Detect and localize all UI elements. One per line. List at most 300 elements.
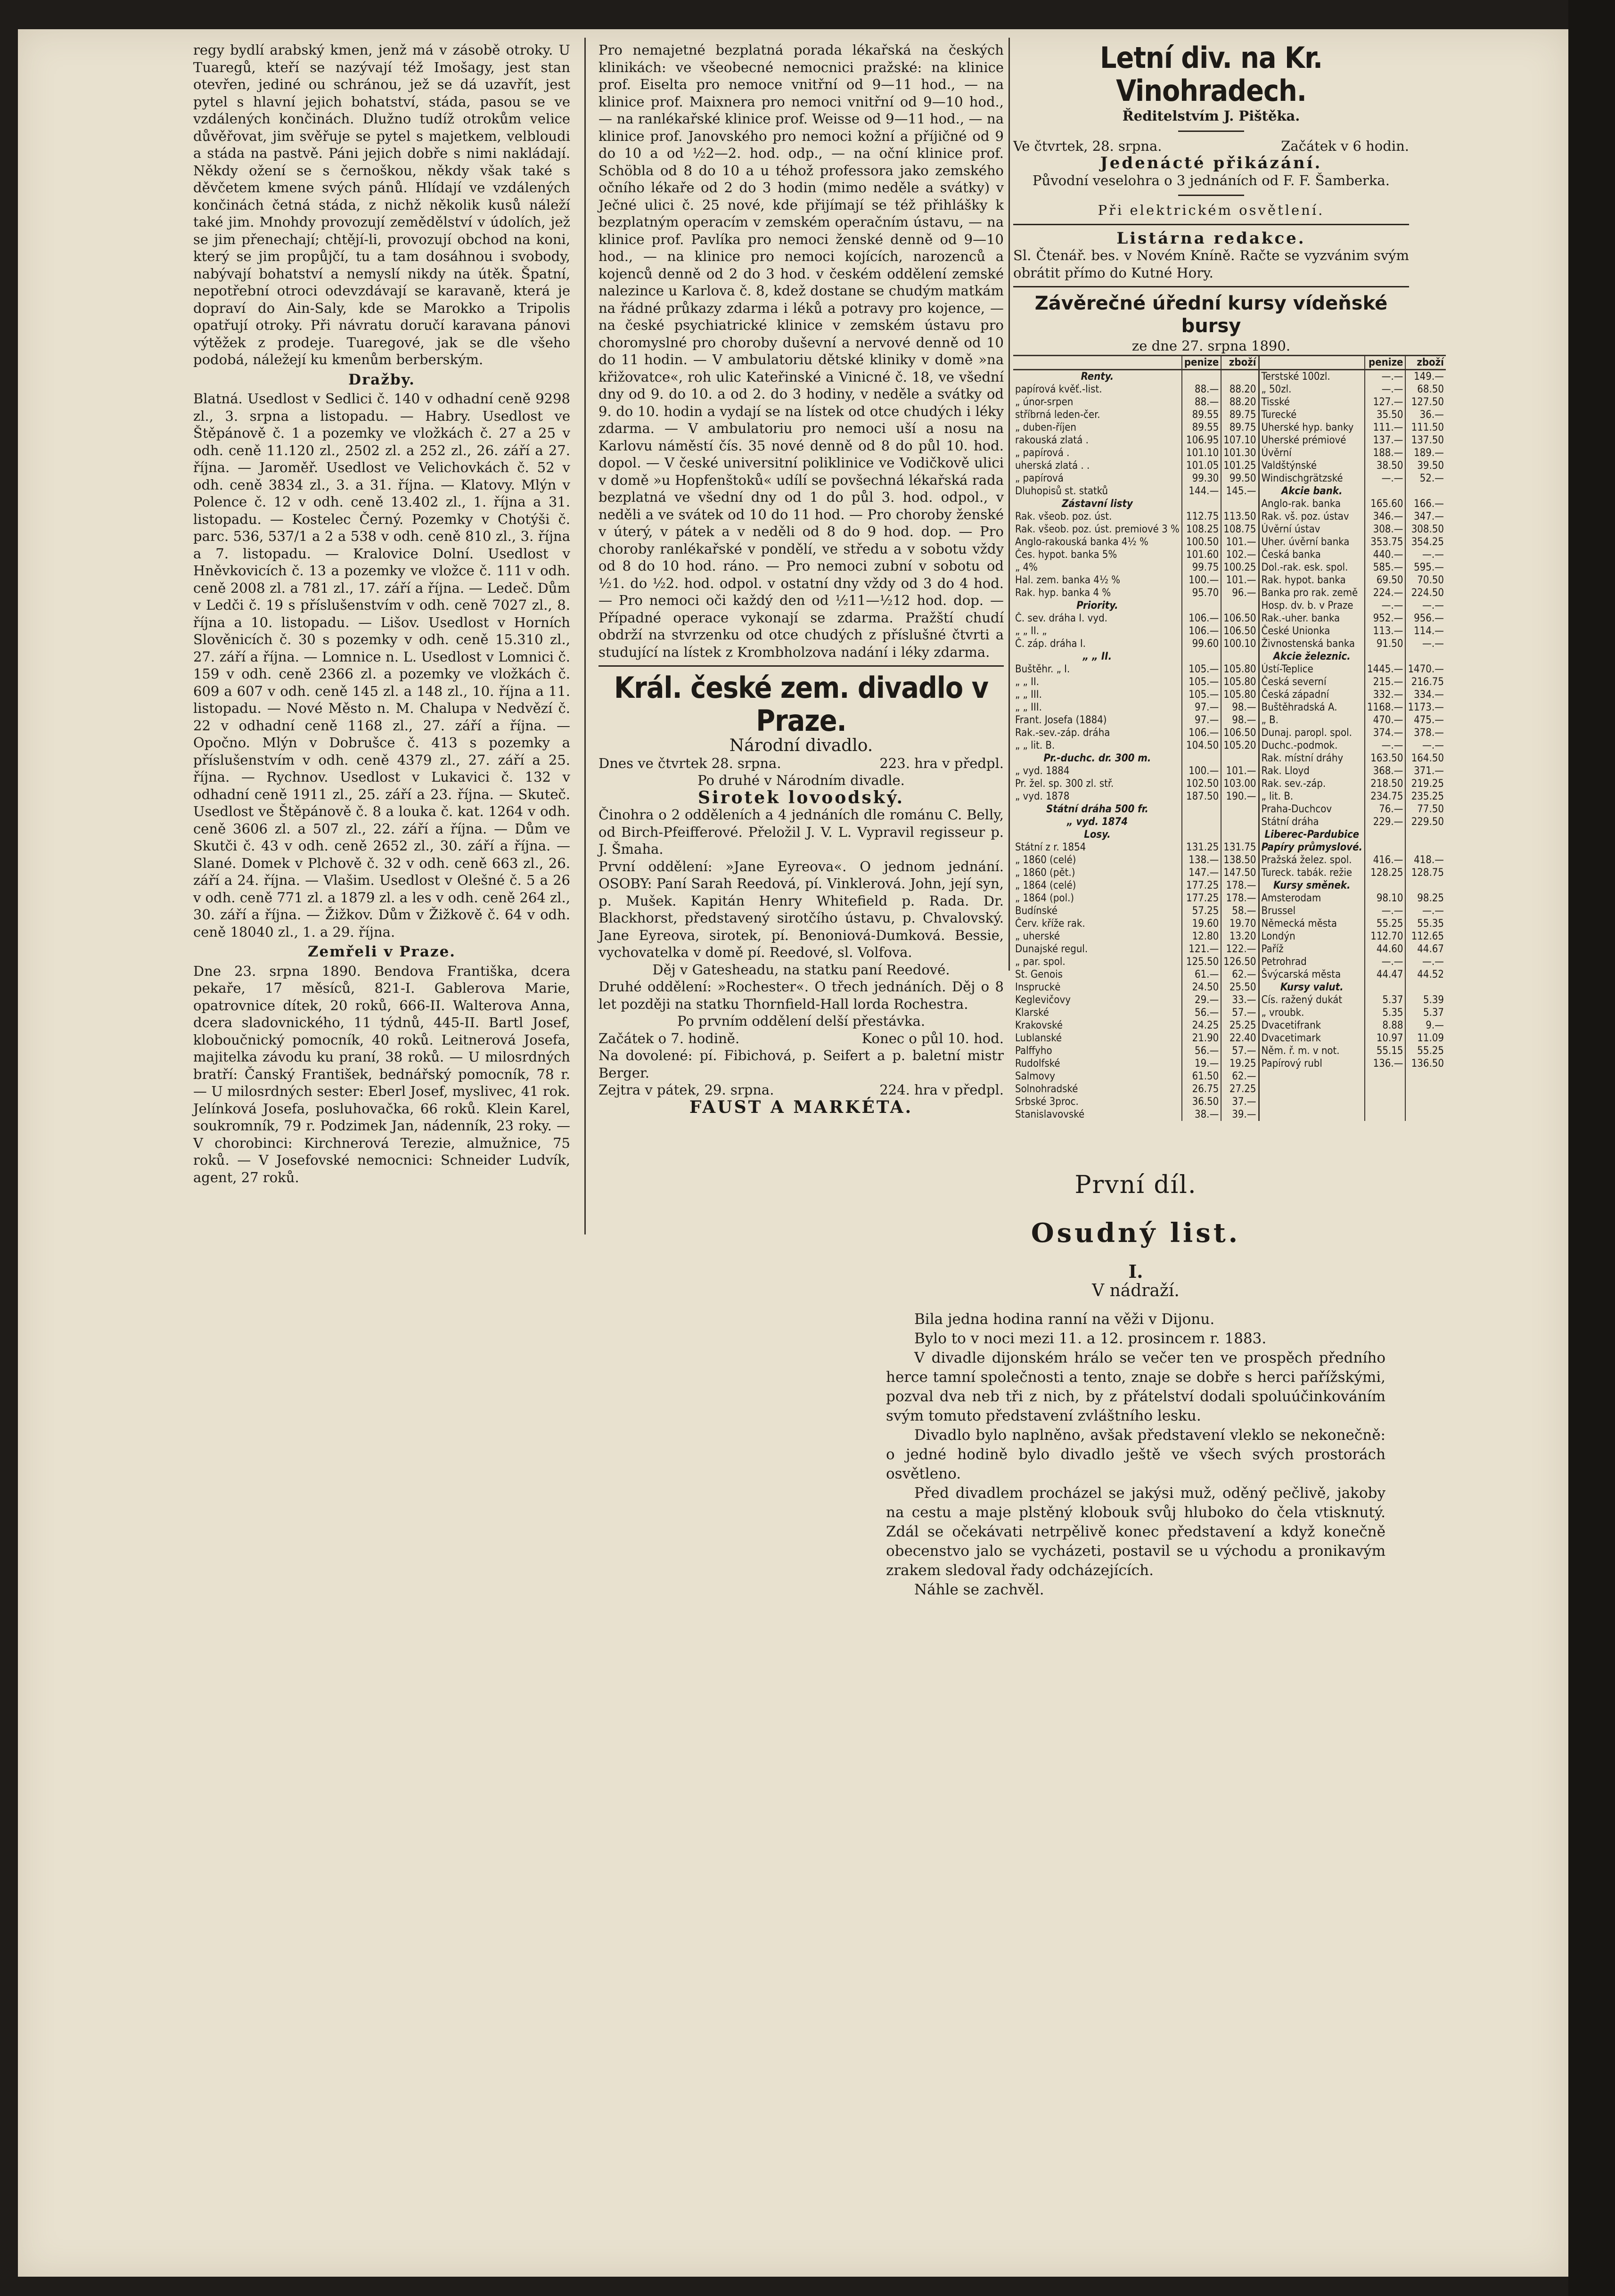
price-penize: 144.— — [1182, 485, 1221, 498]
price-penize — [1365, 1095, 1405, 1108]
security-name: Buštěhradská A. — [1259, 701, 1365, 714]
table-row — [1013, 727, 1446, 739]
security-name: uherská zlatá . . — [1015, 459, 1090, 472]
price-penize — [1365, 879, 1405, 892]
listarna-heading: Listárna redakce. — [1116, 229, 1306, 248]
security-name: Frant. Josefa (1884) — [1015, 714, 1107, 726]
price-zbozi: 347.— — [1405, 510, 1445, 523]
prestavka: Po prvním oddělení delší přestávka. — [677, 1013, 926, 1029]
price-zbozi: 98.25 — [1405, 892, 1445, 905]
security-name: Tureck. tabák. režie — [1259, 866, 1365, 879]
security-name: Úvěrní — [1259, 447, 1365, 459]
security-name: „ vyd. 1878 — [1015, 790, 1070, 802]
price-penize: 38.50 — [1365, 459, 1405, 472]
price-penize — [1365, 1108, 1405, 1121]
table-row — [1013, 1057, 1446, 1070]
price-zbozi: 354.25 — [1405, 536, 1445, 548]
table-row — [1013, 854, 1446, 866]
zacatek-line — [598, 1030, 1004, 1047]
dej-1: Děj v Gatesheadu, na statku paní Reedové. — [652, 961, 950, 978]
price-zbozi: 106.50 — [1221, 612, 1259, 625]
price-penize: —.— — [1365, 472, 1405, 485]
zacatek-6: Začátek v 6 hodin. — [1281, 138, 1409, 154]
price-zbozi: 62.— — [1221, 1070, 1259, 1083]
faust-title: FAUST A MARKÉTA. — [689, 1097, 913, 1117]
price-zbozi: 114.— — [1405, 625, 1445, 637]
dnes-date: Dnes ve čtvrtek 28. srpna. — [598, 755, 781, 771]
elektricke-osvetleni: Při elektrickém osvětlení. — [1098, 202, 1325, 218]
table-row — [1013, 625, 1446, 637]
security-name: Liberec-Pardubice — [1259, 828, 1365, 841]
security-name: Lublanské — [1015, 1032, 1062, 1044]
price-penize: 332.— — [1365, 688, 1405, 701]
security-name: Červ. kříže rak. — [1015, 917, 1085, 930]
table-row — [1013, 905, 1446, 917]
price-penize: —.— — [1365, 739, 1405, 752]
price-penize: 106.— — [1182, 727, 1221, 739]
security-name: Terstské 100zl. — [1259, 369, 1365, 383]
price-zbozi: 229.50 — [1405, 816, 1445, 828]
table-row — [1013, 765, 1446, 777]
price-zbozi: —.— — [1405, 739, 1445, 752]
price-penize: 177.25 — [1182, 892, 1221, 905]
price-penize: 177.25 — [1182, 879, 1221, 892]
price-zbozi: 113.50 — [1221, 510, 1259, 523]
price-penize — [1182, 599, 1221, 612]
security-name: Rak. Lloyd — [1259, 765, 1365, 777]
security-name: Česká severní — [1259, 676, 1365, 688]
price-penize: 165.60 — [1365, 498, 1405, 510]
dnes-line — [598, 755, 1004, 772]
security-name: Solnohradské — [1015, 1083, 1078, 1095]
price-zbozi — [1221, 752, 1259, 765]
table-row — [1013, 943, 1446, 956]
price-penize: 368.— — [1365, 765, 1405, 777]
table-row — [1013, 803, 1446, 816]
puvodni-veselohra: Původní veselohra o 3 jednáních od F. F. Šamberka. — [1033, 172, 1390, 188]
zemreli-heading: Zemřeli v Praze. — [307, 943, 456, 960]
price-zbozi: 101.— — [1221, 574, 1259, 587]
price-zbozi: 19.70 — [1221, 917, 1259, 930]
column-3 — [1013, 41, 1444, 1120]
drazby-text: Blatná. Usedlost v Sedlici č. 140 v odhadní ceně 9298 zl., 3. srpna a listopadu. — Habry. Usedlost ve Štěpánově č. 1 a pozemky ve vložkách č. 27 a 25 v odh. ceně 11.120 zl., 2502 zl. a 252 zl., 26. září a 27. října. — Jaroměř. Usedlost ve Velichovkách č. 52 v odh. ceně 3834 zl., 3. a 31. října. — Klatovy. Mlýn v Polence č. 12 v odh. ceně 13.402 zl., 1. října a 31. listopadu. — Kostelec Černý. Pozemky v Chotýši č. parc. 536, 537/1 a 2 a 538 v odh. ceně 810 zl., 3. října a 7. listopadu. — Kralovice Dolní. Usedlost v Hněvkovicích č. 13 a pozemky ve vložce č. 111 v odh. ceně 2008 zl. a 781 zl., 17. září a října. — Ledeč. Dům v Ledči č. 19 s příslušenstvím v odh. ceně 7027 zl., 8. října a 10. listopadu. — Lišov. Usedlost v Horních Slověnicích č. 30 s pozemky v odh. ceně 15.310 zl., 27. září a října. — Lomnice n. L. Usedlost v Lomnici č. 159 v odh. ceně 2366 zl. a pozemky ve vložkách č. 609 a 607 v odh. ceně 145 zl. a 148 zl., 10. října a 11. listopadu. — Nové Město n. M. Chalupa v Nedvězí č. 22 v odhadní ceně 1168 zl., 27. září a října. — Opočno. Mlýn v Dobrušce č. 413 s pozemky a příslušenstvím v odh. ceně 4379 zl., 27. září a 25. října. — Rychnov. Usedlost v Lukavici č. 132 v odhadní ceně 1911 zl., 25. září a 23. října. — Skuteč. Usedlost ve Štěpánově č. 8 a louka č. kat. 1264 v odh. ceně 3606 zl. a 507 zl., 22. září a října. — Dům ve Skutči č. 43 v odh. ceně 2652 zl., 30. září a října. — Slané. Domek v Plchově č. 32 v odh. ceně 663 zl., 26. září a 24. října. — Vlašim. Usedlost v Olešné č. 5 a 26 v odh. ceně 771 zl. a 1879 zl. a les v odh. ceně 264 zl., 30. září a října. — Žižkov. Dům v Žižkově č. 64 v odh. ceně 18040 zl., 1. a 29. října. — [193, 391, 570, 940]
price-zbozi: 106.50 — [1221, 625, 1259, 637]
zejtra-hra: 224. hra v předpl. — [879, 1082, 1004, 1098]
table-row — [1013, 587, 1446, 599]
table-row — [1013, 421, 1446, 434]
price-zbozi: 99.50 — [1221, 472, 1259, 485]
table-row — [1013, 701, 1446, 714]
security-name: rakouská zlatá . — [1015, 434, 1089, 446]
security-name: „ „ II. — [1015, 676, 1040, 688]
price-penize: 952.— — [1365, 612, 1405, 625]
price-zbozi — [1221, 803, 1259, 816]
price-penize: 131.25 — [1182, 841, 1221, 854]
table-row — [1013, 396, 1446, 409]
price-zbozi: 126.50 — [1221, 956, 1259, 968]
security-name: Dol.-rak. esk. spol. — [1259, 561, 1365, 574]
story-paragraph: Bylo to v noci mezi 11. a 12. prosincem r. 1883. — [914, 1330, 1267, 1347]
table-row — [1013, 1070, 1446, 1083]
table-row — [1013, 561, 1446, 574]
table-row — [1013, 1045, 1446, 1057]
table-row — [1013, 956, 1446, 968]
security-name: Buštěhr. „ I. — [1015, 663, 1070, 675]
price-zbozi: 89.75 — [1221, 409, 1259, 421]
price-penize: 88.— — [1182, 396, 1221, 409]
security-name: „ lit. B. — [1259, 790, 1365, 803]
security-name: „ 1860 (pět.) — [1015, 866, 1075, 879]
security-name: Uher. úvěrní banka — [1259, 536, 1365, 548]
security-name: „ papírová — [1015, 472, 1064, 484]
price-penize: 416.— — [1365, 854, 1405, 866]
price-zbozi: 88.20 — [1221, 396, 1259, 409]
price-penize: 187.50 — [1182, 790, 1221, 803]
price-zbozi — [1221, 816, 1259, 828]
zacatek: Začátek o 7. hodině. — [598, 1030, 740, 1046]
price-zbozi: 52.— — [1405, 472, 1445, 485]
column-1 — [193, 41, 570, 1248]
table-row — [1013, 930, 1446, 943]
price-zbozi: 138.50 — [1221, 854, 1259, 866]
table-row — [1013, 574, 1446, 587]
table-row — [1013, 1006, 1446, 1019]
price-zbozi: 475.— — [1405, 714, 1445, 727]
table-row — [1013, 434, 1446, 447]
security-name: „ „ lit. B. — [1015, 739, 1055, 752]
security-name: Palffyho — [1015, 1045, 1052, 1057]
security-name: Něm. ř. m. v not. — [1259, 1045, 1365, 1057]
story-title: Osudný list. — [1031, 1217, 1241, 1249]
price-zbozi: 5.37 — [1405, 1006, 1445, 1019]
table-row — [1013, 752, 1446, 765]
table-row — [1013, 739, 1446, 752]
price-penize: 105.— — [1182, 663, 1221, 676]
table-row — [1013, 879, 1446, 892]
price-zbozi: 13.20 — [1221, 930, 1259, 943]
price-penize: 26.75 — [1182, 1083, 1221, 1095]
story-paragraph: Před divadlem procházel se jakýsi muž, oděný pečlivě, jakoby na cestu a maje plstěný klobouk svůj hluboko do čela vtisknutý. Zdál se očekávati netrpělivě konec představení a když konečně obecenstvo jalo se vycházeti, postavil se u východu a pronikavým zrakem sledoval řady odcházejících. — [886, 1485, 1385, 1579]
price-penize: 44.47 — [1365, 968, 1405, 981]
price-zbozi — [1221, 498, 1259, 510]
price-penize: 125.50 — [1182, 956, 1221, 968]
table-row — [1013, 866, 1446, 879]
security-name: Německá města — [1259, 917, 1365, 930]
porada-notice: Pro nemajetné bezplatná porada lékařská na českých klinikách: ve všeobecné nemocnici pražské: na klinice prof. Eiselta pro nemoce vnitřní od 9—11 hod., — na klinice prof. Maixnera pro nemoci vnitřní od 9—10 hod., — na ranlékařské klinice prof. Weisse od 9—11 hod., — na klinice prof. Janovského pro nemoci kožní a příjičné od 9 do 10 a od ½2—2. hod. odp., — na oční klinice prof. Schöbla od 8 do 10 a u téhož professora jako zemského očního lékaře od 2 do 3 hodin (mimo neděle a svátky) v Ječné ulici č. 25 nové, kde přijímají se též přihlášky k bezplatným operacím v zemském operačním ústavu, — na klinice prof. Pavlíka pro nemoci ženské denně od 9—10 hod., — na klinice pro nemoci kojících, narozenců a kojenců denně od 2 do 3 hod. v českém oddělení zemské nalezince u Karlova č. 8, kdež dostane se chudým matkám na řádné průkazy zdarma i léků a potravy pro kojence, — na české psychiatrické klinice v zemském ústavu pro choromyslné pro choroby duševní a nervové denně od 10 do 11 hodin. — V ambulatoriu dětské kliniky v domě »na křižovatce«, roh ulic Kateřinské a Vinicné č. 18, ve všední dny od 9. do 10. a od 2. do 3 hodiny, v neděle a svátky od 9. do 10. hodin a vydají se na lístek od otce chudých i léky zdarma. — V ambulatoriu pro nemoci uší a nosu na Karlovu náměstí čís. 35 nové denně od 8 do půl 10. hod. dopol. — V české universitní poliklinice ve Vodičkově ulici v domě »u Hopfenštoků« udílí se povšechná lékařská rada bezplatná ve všední dny od 1 do půl 3. hod. odpol., v neděli a ve svátek od 10 do 11 hod. — Pro choroby ženské v úterý, v pátek a v neděli od 8 do 9 hod. dop. — Pro choroby ranlékařské v pondělí, ve středu a v sobotu vždy od 8 do 10 hod. ráno. — Pro nemoci zubní v sobotu od ½1. do ½2. hod. odpol. v ostatní dny vždy od 3 do 4 hod. — Pro nemoci oči každý den od ½11—½12 hod. dop. — Případné operace vykonají se zdarma. Pražští chudí obdrží na stvrzenku od otce chudých z příslušné čtvrti a studující na lístek z Krombholzova nadání i léky zdarma. — [598, 42, 1004, 660]
price-zbozi: 25.50 — [1221, 981, 1259, 994]
security-name: Cís. ražený dukát — [1259, 994, 1365, 1006]
price-penize: 163.50 — [1365, 752, 1405, 765]
price-zbozi: 334.— — [1405, 688, 1445, 701]
security-name: Londýn — [1259, 930, 1365, 943]
security-name: Rak. všeob. poz. úst. — [1015, 510, 1112, 523]
price-zbozi — [1405, 981, 1445, 994]
zejtra: Zejtra v pátek, 29. srpna. — [598, 1082, 774, 1098]
price-zbozi: 224.50 — [1405, 587, 1445, 599]
price-zbozi: 70.50 — [1405, 574, 1445, 587]
price-penize: 138.— — [1182, 854, 1221, 866]
price-zbozi: 216.75 — [1405, 676, 1445, 688]
price-zbozi: 111.50 — [1405, 421, 1445, 434]
price-penize: 188.— — [1365, 447, 1405, 459]
price-zbozi — [1405, 841, 1445, 854]
jedenacte-prikazani: Jedenácté přikázání. — [1100, 154, 1322, 172]
price-zbozi: 68.50 — [1405, 383, 1445, 396]
drazby-heading: Dražby. — [348, 371, 415, 388]
price-penize: 101.05 — [1182, 459, 1221, 472]
price-zbozi: —.— — [1405, 548, 1445, 561]
price-penize: 5.37 — [1365, 994, 1405, 1006]
price-zbozi: 33.— — [1221, 994, 1259, 1006]
price-penize: 215.— — [1365, 676, 1405, 688]
security-name: „ uherské — [1015, 930, 1060, 942]
table-row — [1013, 714, 1446, 727]
price-penize: 106.— — [1182, 625, 1221, 637]
price-penize — [1365, 1083, 1405, 1095]
price-penize: 19.60 — [1182, 917, 1221, 930]
price-zbozi: 189.— — [1405, 447, 1445, 459]
price-zbozi: —.— — [1405, 599, 1445, 612]
security-name: Rak. hypot. banka — [1259, 574, 1365, 587]
price-zbozi: 98.— — [1221, 701, 1259, 714]
price-penize: 99.75 — [1182, 561, 1221, 574]
security-name: „ 1860 (celé) — [1015, 854, 1076, 866]
security-name: „ vyd. 1874 — [1066, 816, 1128, 828]
security-name: „ duben-říjen — [1015, 421, 1076, 433]
price-penize: 91.50 — [1365, 637, 1405, 650]
price-penize: 112.75 — [1182, 510, 1221, 523]
security-name: „ „ II. „ — [1015, 625, 1047, 637]
security-name: Papíry průmyslové. — [1259, 841, 1365, 854]
security-name: papírová kvěť.-list. — [1015, 383, 1102, 395]
security-name: Dvacetimark — [1259, 1032, 1365, 1045]
price-penize: 12.80 — [1182, 930, 1221, 943]
story-paragraph: Bila jedna hodina ranní na věži v Dijonu. — [914, 1311, 1215, 1328]
price-zbozi — [1221, 828, 1259, 841]
price-penize: 99.30 — [1182, 472, 1221, 485]
price-zbozi: 37.— — [1221, 1095, 1259, 1108]
security-name: Česká banka — [1259, 548, 1365, 561]
price-penize: 470.— — [1365, 714, 1405, 727]
security-name: Státní dráha — [1259, 816, 1365, 828]
price-penize: 5.35 — [1365, 1006, 1405, 1019]
security-name: Klarské — [1015, 1006, 1049, 1019]
security-name: Renty. — [1081, 370, 1114, 383]
security-name: Rudolfské — [1015, 1057, 1060, 1070]
security-name: „ 50zl. — [1259, 383, 1365, 396]
security-name: „ vyd. 1884 — [1015, 765, 1070, 777]
story-part-title: První díl. — [1074, 1171, 1197, 1199]
price-zbozi: 164.50 — [1405, 752, 1445, 765]
security-name: Státní z r. 1854 — [1015, 841, 1086, 853]
price-penize: —.— — [1365, 956, 1405, 968]
table-row — [1013, 1095, 1446, 1108]
security-name: Amsterodam — [1259, 892, 1365, 905]
price-zbozi: 88.20 — [1221, 383, 1259, 396]
divider — [598, 665, 1004, 667]
price-penize: 97.— — [1182, 701, 1221, 714]
price-zbozi: 131.75 — [1221, 841, 1259, 854]
price-penize: 353.75 — [1365, 536, 1405, 548]
security-name: „ papírová . — [1015, 447, 1070, 459]
druhe-oddeleni: Druhé oddělení: »Rochester«. O třech jednáních. Děj o 8 let později na statku Thornfield-Hall lorda Rochestra. — [598, 979, 1004, 1012]
security-name: „ „ III. — [1015, 701, 1042, 713]
security-name: Pr. žel. sp. 300 zl. stř. — [1015, 777, 1114, 790]
price-zbozi: 166.— — [1405, 498, 1445, 510]
price-zbozi: 101.— — [1221, 765, 1259, 777]
price-zbozi: 378.— — [1405, 727, 1445, 739]
listarna-text: Sl. Čtenář. bes. v Novém Kníně. Račte se vyzvánim svým obrátit přímo do Kutné Hory. — [1013, 247, 1409, 281]
price-zbozi: 1173.— — [1405, 701, 1445, 714]
security-name: Hosp. dv. b. v Praze — [1259, 599, 1365, 612]
table-row — [1013, 892, 1446, 905]
table-row — [1013, 612, 1446, 625]
table-row — [1013, 816, 1446, 828]
security-name: St. Genois — [1015, 968, 1063, 980]
price-penize: 585.— — [1365, 561, 1405, 574]
price-zbozi: 96.— — [1221, 587, 1259, 599]
play-title: Sirotek lovoodský. — [698, 787, 904, 808]
price-zbozi: 98.— — [1221, 714, 1259, 727]
price-penize — [1182, 816, 1221, 828]
table-row — [1013, 536, 1446, 548]
header-zbozi: zboží — [1221, 355, 1259, 369]
price-zbozi: 127.50 — [1405, 396, 1445, 409]
serial-story — [886, 1168, 1385, 1600]
security-name: Paříž — [1259, 943, 1365, 956]
price-zbozi: 100.10 — [1221, 637, 1259, 650]
podruhe: Po druhé v Národním divadle. — [697, 772, 905, 788]
price-penize — [1365, 981, 1405, 994]
security-name: Losy. — [1084, 828, 1111, 841]
security-name: Rak.-uher. banka — [1259, 612, 1365, 625]
price-penize: 57.25 — [1182, 905, 1221, 917]
price-penize — [1365, 485, 1405, 498]
price-penize: 29.— — [1182, 994, 1221, 1006]
divider — [1013, 286, 1409, 287]
security-name: Rak. všeob. poz. úst. premiové 3 % — [1015, 523, 1180, 535]
price-zbozi: 9.— — [1405, 1019, 1445, 1032]
table-row — [1013, 650, 1446, 663]
price-zbozi: 1470.— — [1405, 663, 1445, 676]
prvni-oddeleni: První oddělení: »Jane Eyreova«. O jednom jednání. OSOBY: Paní Sarah Reedová, pí. Vinklerová. John, její syn, p. Mušek. Kapitán Henry Whitefield p. Rada. Dr. Blackhorst, představený sirotčího ústavu, p. Chvalovský. Jane Eyreova, sirotek, pí. Benoniová-Dumková. Bessie, vychovatelka v domě pí. Reedové, sl. Volfova. — [598, 858, 1004, 960]
price-zbozi — [1405, 1095, 1445, 1108]
price-zbozi: 58.— — [1221, 905, 1259, 917]
security-name: Brussel — [1259, 905, 1365, 917]
price-zbozi: 112.65 — [1405, 930, 1445, 943]
security-name: „ „ III. — [1015, 688, 1042, 701]
kursy-date: ze dne 27. srpna 1890. — [1131, 338, 1291, 354]
security-name: Zástavní listy — [1062, 498, 1133, 510]
security-name: Uherské hyp. banky — [1259, 421, 1365, 434]
price-penize: —.— — [1365, 383, 1405, 396]
vinohrady-date-line — [1013, 138, 1409, 155]
price-zbozi: 105.20 — [1221, 739, 1259, 752]
price-zbozi: 136.50 — [1405, 1057, 1445, 1070]
security-name: Dunaj. paropl. spol. — [1259, 727, 1365, 739]
price-penize: 100.— — [1182, 574, 1221, 587]
price-penize: 102.50 — [1182, 777, 1221, 790]
header-penize: penize — [1182, 355, 1221, 369]
price-zbozi: 11.09 — [1405, 1032, 1445, 1045]
price-penize: 88.— — [1182, 383, 1221, 396]
price-zbozi: 62.— — [1221, 968, 1259, 981]
table-row — [1013, 1019, 1446, 1032]
price-penize: 95.70 — [1182, 587, 1221, 599]
price-zbozi: 371.— — [1405, 765, 1445, 777]
price-penize: 38.— — [1182, 1108, 1221, 1121]
price-zbozi: 190.— — [1221, 790, 1259, 803]
divider — [1178, 195, 1244, 196]
security-name: „ par. spol. — [1015, 956, 1066, 968]
security-name: Windischgrätzské — [1259, 472, 1365, 485]
price-penize: 104.50 — [1182, 739, 1221, 752]
konec: Konec o půl 10. hod. — [861, 1030, 1004, 1046]
price-zbozi: 55.35 — [1405, 917, 1445, 930]
price-zbozi: 19.25 — [1221, 1057, 1259, 1070]
security-name — [1259, 1108, 1365, 1121]
price-penize: 346.— — [1365, 510, 1405, 523]
security-name: Banka pro rak. země — [1259, 587, 1365, 599]
price-penize: 106.95 — [1182, 434, 1221, 447]
security-name: Č. sev. dráha I. vyd. — [1015, 612, 1107, 624]
price-zbozi — [1405, 1108, 1445, 1121]
security-name: Akcie železnic. — [1259, 650, 1365, 663]
price-zbozi: 595.— — [1405, 561, 1445, 574]
price-penize: 61.— — [1182, 968, 1221, 981]
security-name: Živnostenská banka — [1259, 637, 1365, 650]
table-row — [1013, 485, 1446, 498]
price-zbozi: 235.25 — [1405, 790, 1445, 803]
price-zbozi: 89.75 — [1221, 421, 1259, 434]
table-row — [1013, 472, 1446, 485]
security-name: Akcie bank. — [1259, 485, 1365, 498]
zejtra-line — [598, 1081, 1004, 1099]
table-row — [1013, 523, 1446, 536]
table-row — [1013, 777, 1446, 790]
price-zbozi: 105.80 — [1221, 663, 1259, 676]
price-penize: 44.60 — [1365, 943, 1405, 956]
price-zbozi: 308.50 — [1405, 523, 1445, 536]
price-zbozi: 55.25 — [1405, 1045, 1445, 1057]
price-penize: 36.50 — [1182, 1095, 1221, 1108]
security-name: Česká západní — [1259, 688, 1365, 701]
price-penize: 218.50 — [1365, 777, 1405, 790]
price-zbozi: 36.— — [1405, 409, 1445, 421]
table-row — [1013, 841, 1446, 854]
security-name: Srbské 3proc. — [1015, 1095, 1079, 1108]
price-zbozi: 44.67 — [1405, 943, 1445, 956]
price-zbozi: —.— — [1405, 956, 1445, 968]
price-zbozi: 27.25 — [1221, 1083, 1259, 1095]
security-name: Č. záp. dráha I. — [1015, 637, 1086, 650]
price-penize: 21.90 — [1182, 1032, 1221, 1045]
security-name: Uherské prémiové — [1259, 434, 1365, 447]
security-name: Dluhopisů st. statků — [1015, 485, 1108, 497]
table-row — [1013, 1108, 1446, 1121]
header-blank — [1259, 355, 1365, 369]
price-penize: 24.25 — [1182, 1019, 1221, 1032]
price-penize: —.— — [1365, 369, 1405, 383]
price-penize: 113.— — [1365, 625, 1405, 637]
price-zbozi: 39.50 — [1405, 459, 1445, 472]
security-name: Petrohrad — [1259, 956, 1365, 968]
price-zbozi: 57.— — [1221, 1006, 1259, 1019]
security-name: Valdštýnské — [1259, 459, 1365, 472]
table-row — [1013, 498, 1446, 510]
security-name: Dvacetifrank — [1259, 1019, 1365, 1032]
price-penize: 234.75 — [1365, 790, 1405, 803]
